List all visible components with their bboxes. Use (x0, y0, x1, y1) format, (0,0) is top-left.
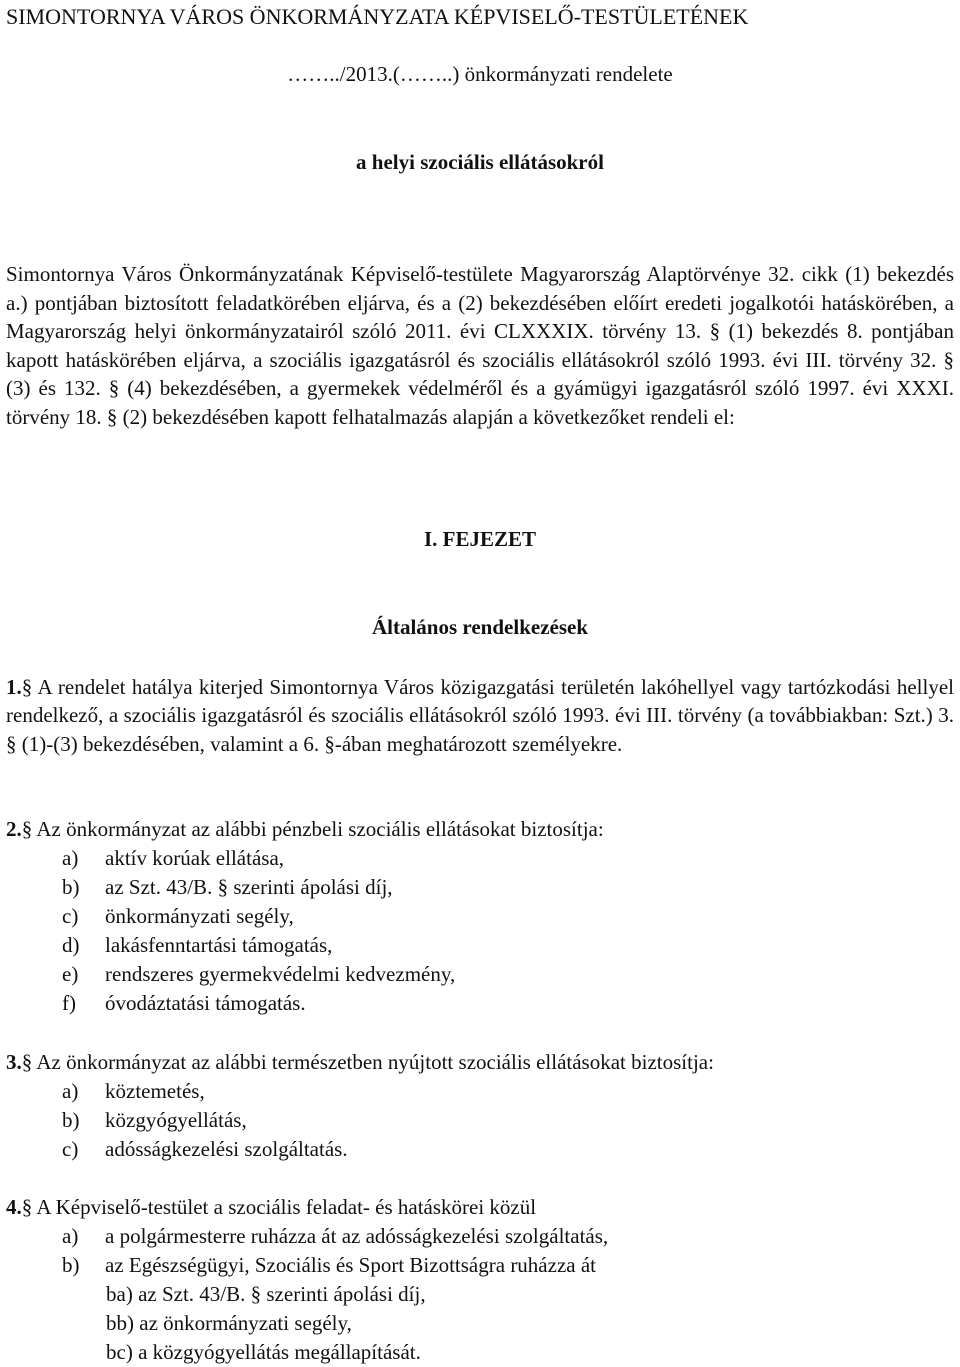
preamble: Simontornya Város Önkormányzatának Képviselő-testülete Magyarország Alaptörvénye 32. cikk (1) bekezdés a.) pontjában biztosított feladatkörében eljárva, és a (2) bekezdésében előírt eredeti jogalkotói hatáskörében, a Magyarország helyi önkormányzatairól szóló 2011. évi CLXXXIX. törvény 13. § (1) bekezdés 8. pontjában kapott hatáskörében eljárva, a szociális igazgatásról és szociális ellátásokról szóló 1993. évi III. törvény 32. § (3) és 132. § (4) bekezdésében, a gyermekek védelméről és a gyámügyi igazgatásról szóló 1997. évi XXXI. törvény 18. § (2) bekezdésében kapott felhatalmazás alapján a következőket rendeli el: (6, 262, 954, 429)
section-3-heading (6, 1050, 714, 1075)
section-sign: § (21, 1195, 33, 1219)
list-marker: a) (62, 1079, 79, 1103)
list-item (62, 1224, 608, 1249)
list-marker: d) (62, 933, 80, 957)
section-number: 3. (6, 1050, 22, 1074)
section-text: A Képviselő-testület a szociális feladat- és hatáskörei közül (36, 1195, 537, 1219)
list-text: rendszeres gyermekvédelmi kedvezmény, (105, 962, 456, 986)
list-marker: b) (62, 1108, 80, 1132)
sub-list-item: ba) az Szt. 43/B. § szerinti ápolási díj, (106, 1282, 426, 1306)
list-marker: e) (62, 962, 79, 986)
list-marker: b) (62, 875, 80, 899)
list-text: adósságkezelési szolgáltatás. (105, 1137, 348, 1161)
list-marker: a) (62, 846, 79, 870)
sub-list-item: bb) az önkormányzati segély, (106, 1311, 352, 1335)
list-item (62, 1253, 596, 1278)
list-text: a polgármesterre ruházza át az adósságkezelési szolgáltatás, (105, 1224, 609, 1248)
section-4-heading (6, 1195, 536, 1220)
decree-number: ……../2013.(……..) önkormányzati rendelete (287, 62, 673, 86)
list-item (62, 1079, 205, 1104)
list-text: lakásfenntartási támogatás, (105, 933, 333, 957)
list-text: önkormányzati segély, (105, 904, 294, 928)
list-item (62, 846, 284, 871)
list-item (62, 875, 393, 900)
list-text: óvodáztatási támogatás. (105, 991, 306, 1015)
section-text: Az önkormányzat az alábbi pénzbeli szociális ellátásokat biztosítja: (36, 817, 604, 841)
list-text: aktív korúak ellátása, (105, 846, 285, 870)
list-item (62, 904, 294, 929)
chapter-title: Általános rendelkezések (371, 615, 589, 639)
list-item (62, 1137, 348, 1162)
section-sign: § (21, 675, 33, 699)
list-item (62, 962, 455, 987)
list-marker: a) (62, 1224, 79, 1248)
section-number: 4. (6, 1195, 22, 1219)
decree-subject: a helyi szociális ellátásokról (356, 150, 604, 174)
chapter-number: I. FEJEZET (423, 527, 537, 551)
list-text: az Szt. 43/B. § szerinti ápolási díj, (105, 875, 393, 899)
section-number: 1. (6, 675, 22, 699)
list-marker: c) (62, 904, 79, 928)
council-title: SIMONTORNYA VÁROS ÖNKORMÁNYZATA KÉPVISELŐ-TESTÜLETÉNEK (6, 4, 749, 29)
section-text: Az önkormányzat az alábbi természetben nyújtott szociális ellátásokat biztosítja: (36, 1050, 714, 1074)
section-1 (6, 673, 954, 758)
section-number: 2. (6, 817, 22, 841)
list-marker: c) (62, 1137, 79, 1161)
list-item (62, 1108, 247, 1133)
list-text: köztemetés, (105, 1079, 205, 1103)
list-marker: f) (62, 991, 76, 1015)
section-2-heading (6, 817, 604, 842)
sub-list-item: bc) a közgyógyellátás megállapítását. (106, 1340, 421, 1364)
section-sign: § (21, 817, 33, 841)
list-marker: b) (62, 1253, 80, 1277)
section-sign: § (21, 1050, 33, 1074)
list-item (62, 933, 332, 958)
list-item (62, 991, 306, 1016)
section-text: A rendelet hatálya kiterjed Simontornya Város közigazgatási területén lakóhellyel vagy tartózkodási hellyel rendelkező, a szociális igazgatásról és szociális ellátásokról szóló 1993. évi III. törvény (a továbbiakban: Szt.) 3. § (1)-(3) bekezdésében, valamint a 6. §-ában meghatározott személyekre. (6, 675, 955, 756)
list-text: az Egészségügyi, Szociális és Sport Bizottságra ruházza át (105, 1253, 596, 1277)
list-text: közgyógyellátás, (105, 1108, 247, 1132)
